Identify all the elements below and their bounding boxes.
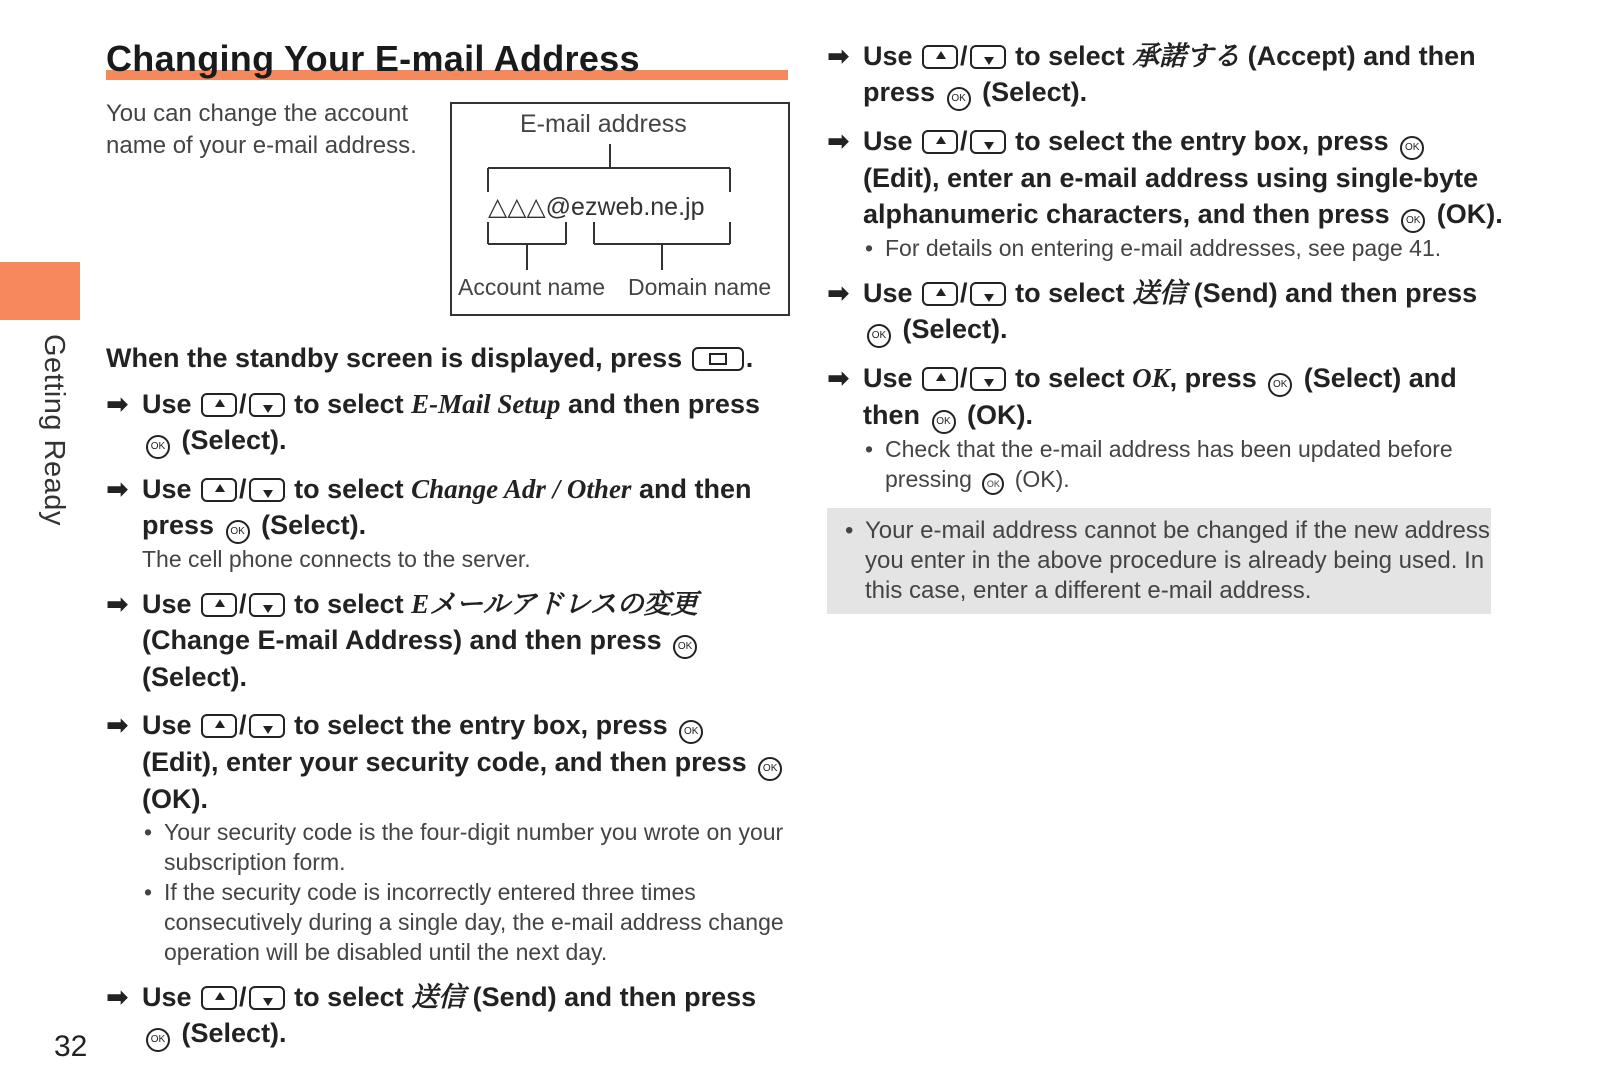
step-slash: / [960, 363, 968, 393]
up-arrow-key-icon [201, 714, 237, 738]
step-text: to select [294, 389, 404, 419]
menu-item-name: 送信 [1132, 278, 1187, 308]
menu-item-name: Change Adr / Other [411, 474, 632, 504]
up-arrow-key-icon [201, 393, 237, 417]
up-arrow-key-icon [201, 593, 237, 617]
up-arrow-key-icon [201, 986, 237, 1010]
ok-key-icon: OK [146, 435, 170, 459]
step-arrow-icon: ➡ [827, 126, 850, 156]
step-action: (Select). [261, 510, 367, 540]
step-arrow-icon: ➡ [106, 982, 129, 1012]
step-text: to select [1015, 363, 1125, 393]
ok-key-icon: OK [982, 473, 1004, 495]
ok-key-icon: OK [226, 520, 250, 544]
down-arrow-key-icon [970, 45, 1006, 69]
step-slash: / [960, 41, 968, 71]
down-arrow-key-icon [970, 282, 1006, 306]
ok-key-icon: OK [932, 410, 956, 434]
ok-key-icon: OK [758, 757, 782, 781]
step-8 [827, 275, 1507, 348]
step-6 [827, 38, 1507, 111]
step-text: to select the entry box, press [294, 710, 668, 740]
intro-text: You can change the account name of your e-mail address. [106, 100, 417, 159]
standby-instruction [106, 343, 753, 374]
step-arrow-icon: ➡ [827, 278, 850, 308]
step-9 [827, 360, 1507, 495]
step-use: Use [142, 389, 192, 419]
step-text: (Send) and then press [472, 982, 757, 1012]
step-text: (Accept) and then press [863, 41, 1476, 107]
step-text: (Select) and then [863, 363, 1457, 430]
step-action: (OK). [1436, 199, 1503, 229]
step-action: (Select). [181, 425, 287, 455]
down-arrow-key-icon [970, 367, 1006, 391]
step-arrow-icon: ➡ [106, 389, 129, 419]
step-action: (Select). [902, 314, 1008, 344]
step-5 [106, 979, 788, 1052]
down-arrow-key-icon [249, 986, 285, 1010]
step-arrow-icon: ➡ [106, 474, 129, 504]
down-arrow-key-icon [249, 478, 285, 502]
step-slash: / [239, 710, 247, 740]
step-3 [106, 586, 788, 695]
bullet-text: (OK). [1014, 466, 1070, 492]
diagram-address: △△△@ezweb.ne.jp [488, 193, 705, 221]
bullet-text: Check that the e-mail address has been updated before pressing [885, 436, 1453, 492]
diagram-account-label: Account name [458, 274, 606, 300]
left-steps [106, 386, 788, 1064]
step-text: to select [1015, 278, 1125, 308]
ok-key-icon: OK [1268, 373, 1292, 397]
step-bullet [863, 434, 1507, 495]
step-bullet: • If the security code is incorrectly entered three times consecutively during a single day, the e-mail address change operation will be disabled until the next day. [142, 877, 788, 967]
ok-key-icon: OK [867, 324, 891, 348]
step-action: (OK). [142, 784, 208, 814]
up-arrow-key-icon [922, 367, 958, 391]
step-1 [106, 386, 788, 459]
step-text: and then press [142, 474, 752, 540]
mail-key-icon [692, 347, 744, 371]
diagram-header: E-mail address [520, 110, 687, 138]
step-use: Use [863, 278, 913, 308]
title-block [106, 38, 788, 84]
ok-key-icon: OK [947, 87, 971, 111]
page-number: 32 [54, 1030, 88, 1063]
step-7 [827, 123, 1507, 263]
menu-item-name: 承諾する [1132, 41, 1241, 71]
step-text: to select [1015, 41, 1125, 71]
step-text: (Send) and then press [1193, 278, 1478, 308]
step-bullet: • Your security code is the four-digit number you wrote on your subscription form. [142, 817, 788, 877]
menu-item-name: OK [1132, 363, 1170, 393]
step-text: to select [294, 474, 404, 504]
down-arrow-key-icon [249, 714, 285, 738]
step-action: (Select). [982, 77, 1088, 107]
step-use: Use [863, 41, 913, 71]
step-text: to select the entry box, press [1015, 126, 1389, 156]
standby-end: . [745, 343, 754, 373]
step-text: and then press [567, 389, 760, 419]
section-tab-marker [0, 262, 80, 320]
email-address-diagram [450, 102, 790, 316]
step-arrow-icon: ➡ [106, 710, 129, 740]
standby-text: When the standby screen is displayed, press [106, 343, 683, 373]
step-action: (OK). [967, 400, 1034, 430]
step-bullet: • For details on entering e-mail addresses, see page 41. [863, 233, 1507, 263]
step-text: (Edit), enter your security code, and then press [142, 747, 747, 777]
step-use: Use [863, 126, 913, 156]
ok-key-icon: OK [1401, 209, 1425, 233]
caution-note: • Your e-mail address cannot be changed if the new address you enter in the above procedure is already being used. In this case, enter a different e-mail address. [827, 508, 1491, 614]
step-2 [106, 471, 788, 574]
step-text: to select [294, 982, 404, 1012]
step-slash: / [239, 389, 247, 419]
menu-item-name: Eメールアドレスの変更 [411, 589, 698, 619]
ok-key-icon: OK [1400, 136, 1424, 160]
step-arrow-icon: ➡ [827, 41, 850, 71]
menu-item-name: E-Mail Setup [411, 389, 561, 419]
step-use: Use [142, 589, 192, 619]
step-slash: / [960, 126, 968, 156]
menu-item-name: 送信 [411, 982, 466, 1012]
diagram-domain-label: Domain name [628, 274, 772, 300]
ok-key-icon: OK [146, 1028, 170, 1052]
step-use: Use [142, 474, 192, 504]
step-slash: / [239, 474, 247, 504]
page-title: Changing Your E-mail Address [106, 38, 640, 79]
up-arrow-key-icon [922, 282, 958, 306]
step-slash: / [239, 982, 247, 1012]
step-action: (Select). [181, 1018, 287, 1048]
step-slash: / [239, 589, 247, 619]
right-steps [827, 38, 1507, 507]
step-text: (Change E-mail Address) and then press [142, 625, 662, 655]
down-arrow-key-icon [249, 393, 285, 417]
step-use: Use [142, 710, 192, 740]
step-note: The cell phone connects to the server. [142, 546, 531, 572]
step-text: to select [294, 589, 404, 619]
step-use: Use [142, 982, 192, 1012]
section-label: Getting Ready [38, 334, 70, 526]
down-arrow-key-icon [249, 593, 285, 617]
step-arrow-icon: ➡ [106, 589, 129, 619]
step-4 [106, 707, 788, 967]
ok-key-icon: OK [679, 720, 703, 744]
step-slash: / [960, 278, 968, 308]
step-text: , press [1169, 363, 1257, 393]
step-action: (Select). [142, 662, 248, 692]
up-arrow-key-icon [922, 130, 958, 154]
ok-key-icon: OK [673, 635, 697, 659]
step-text: (Edit), enter an e-mail address using single-byte alphanumeric characters, and then press [863, 163, 1479, 229]
step-arrow-icon: ➡ [827, 363, 850, 393]
up-arrow-key-icon [201, 478, 237, 502]
up-arrow-key-icon [922, 45, 958, 69]
step-use: Use [863, 363, 913, 393]
left-column [106, 38, 788, 1048]
down-arrow-key-icon [970, 130, 1006, 154]
